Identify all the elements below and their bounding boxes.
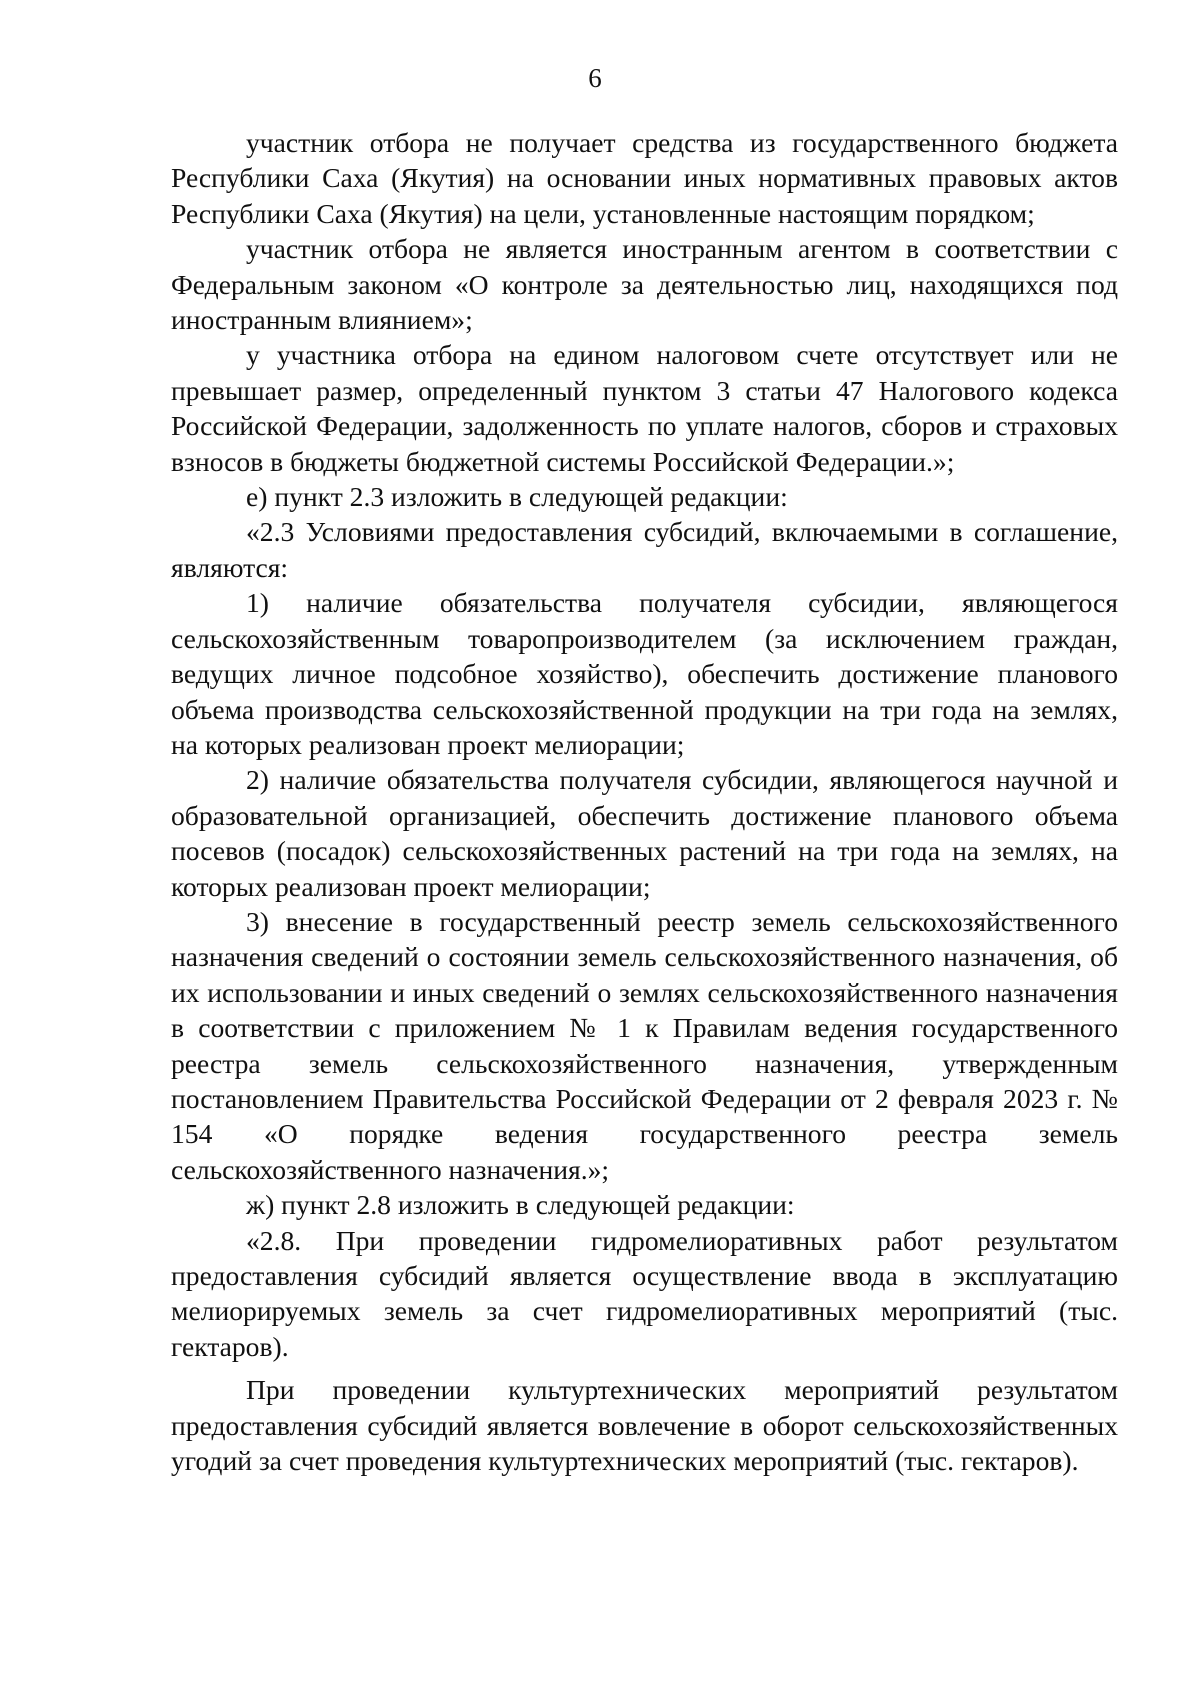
paragraph-participant-tax-debt: у участника отбора на едином налоговом счете отсутствует или не превышает размер, определенный пунктом 3 статьи 47 Налогового кодекса Российской Федерации, задолженность по уплате налогов, сборов и страховых взносов в бюджеты бюджетной системы Российской Федерации.»; — [171, 339, 1118, 477]
paragraph-participant-no-budget-funds: участник отбора не получает средства из государственного бюджета Республики Саха (Якутия) на основании иных нормативных правовых актов Республики Саха (Якутия) на цели, установленные настоящим порядком; — [171, 127, 1118, 229]
document-body — [171, 125, 1118, 1478]
page-number: 6 — [588, 63, 602, 93]
paragraph-condition-3: 3) внесение в государственный реестр земель сельскохозяйственного назначения сведений о состоянии земель сельскохозяйственного назначения, об их использовании и иных сведений о землях сельскохозяйственного назначения в соответствии с приложением № 1 к Правилам ведения государственного реестра земель сельскохозяйственного назначения, утвержденным постановлением Правительства Российской Федерации от 2 февраля 2023 г. № 154 «О порядке ведения государственного реестра земель сельскохозяйственного назначения.»; — [171, 905, 1118, 1185]
paragraph-item-e-point-2-3: е) пункт 2.3 изложить в следующей редакции: — [246, 481, 788, 513]
paragraph-cultural-technical-measures: При проведении культуртехнических мероприятий результатом предоставления субсидий является вовлечение в оборот сельскохозяйственных угодий за счет проведения культуртехнических мероприятий (тыс. гектаров). — [171, 1374, 1118, 1477]
paragraph-point-2-3-conditions: «2.3 Условиями предоставления субсидий, включаемыми в соглашение, являются: — [171, 516, 1118, 583]
paragraph-point-2-8-hydromelioration: «2.8. При проведении гидромелиоративных работ результатом предоставления субсидий является осуществление ввода в эксплуатацию мелиорируемых земель за счет гидромелиоративных мероприятий (тыс. гектаров). — [171, 1224, 1118, 1362]
paragraph-item-zh-point-2-8: ж) пункт 2.8 изложить в следующей редакции: — [246, 1189, 795, 1221]
paragraph-participant-not-foreign-agent: участник отбора не является иностранным агентом в соответствии с Федеральным законом «О контроле за деятельностью лиц, находящихся под иностранным влиянием»; — [171, 233, 1118, 336]
paragraph-condition-1: 1) наличие обязательства получателя субсидии, являющегося сельскохозяйственным товаропроизводителем (за исключением граждан, ведущих личное подсобное хозяйство), обеспечить достижение планового объема производства сельскохозяйственной продукции на три года на землях, на которых реализован проект мелиорации; — [171, 587, 1118, 760]
paragraph-condition-2: 2) наличие обязательства получателя субсидии, являющегося научной и образовательной организацией, обеспечить достижение планового объема посевов (посадок) сельскохозяйственных растений на три года на землях, на которых реализован проект мелиорации; — [171, 764, 1118, 902]
